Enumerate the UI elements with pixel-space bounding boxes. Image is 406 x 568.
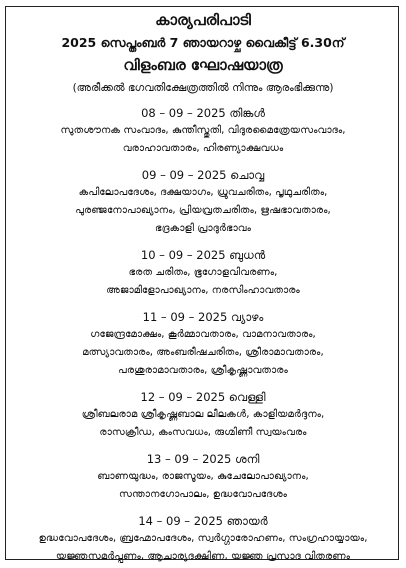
day-line: അജാമിളോപാഖ്യാനം, നരസിംഹാവതാരം	[106, 285, 300, 296]
day-line: ഗജേന്ദ്രമോക്ഷം, കൂർമ്മാവതാരം, വാമനാവതാരം,	[90, 329, 316, 340]
day-line: സന്താനഗോപാലം, ഉദ്ധവോപദേശം	[118, 489, 288, 500]
day-line: പുരഞ്ജനോപാഖ്യാനം, പ്രിയവ്രതചരിതം, ഋഷഭാവതാരം,	[75, 205, 331, 216]
day-line: കപിലോപദേശം, ദക്ഷയാഗം, ധ്രുവചരിതം, പൃഥുചരിതം,	[78, 187, 328, 198]
day-line: യജ്ഞസമർപ്പണം, ആചാര്യദക്ഷിണ, യജ്ഞ പ്രസാദ വിതരണം	[55, 551, 351, 562]
day-block-4	[8, 309, 398, 380]
day-line: ഉദ്ധവോപദേശം, ബ്രഹ്മോപദേശം, സ്വർഗ്ഗാരോഹണം, സംഗ്രഹായ്യായം,	[38, 533, 368, 544]
day-line: പരശുരാമാവതാരം, ശ്രീകൃഷ്ണാവതാരം	[118, 365, 288, 376]
day-block-1	[8, 105, 398, 158]
day-line: മത്സ്യാവതാരം, അംബരീഷചരിതം, ശ്രീരാമാവതാരം,	[82, 347, 324, 358]
day-line: വരാഹാവതാരം, ഹിരണ്യാക്ഷവധം	[122, 143, 284, 154]
day-header: 10 – 09 – 2025 ബുധൻ	[140, 248, 266, 262]
day-block-2	[8, 167, 398, 238]
day-block-3	[8, 247, 398, 300]
event-note: (അരീക്കൽ ഭഗവതിക്ഷേത്രത്തിൽ നിന്നും ആരംഭിക്കുന്നു)	[72, 82, 334, 94]
day-header: 14 – 09 – 2025 ഞായർ	[138, 514, 268, 528]
day-line: രാസക്രീഡ, കംസവധം, രുഗ്മിണീ സ്വയംവരം	[99, 427, 307, 438]
page-title: കാര്യപരിപാടി	[155, 11, 251, 29]
day-header: 09 – 09 – 2025 ചൊവ്വ	[141, 168, 265, 182]
day-header: 11 – 09 – 2025 വ്യാഴം	[142, 310, 264, 324]
day-line: സുതശൗനക സംവാദം, കുന്തീസ്തുതി, വിദുരമൈത്രേയസംവാദം,	[60, 125, 346, 136]
day-line: ഭരത ചരിതം, ഭൂഗോളവിവരണം,	[128, 267, 278, 278]
day-line: ഭദ്രകാളി പ്രാദുർഭാവം	[155, 223, 251, 234]
day-header: 13 – 09 – 2025 ശനി	[146, 452, 260, 466]
event-headline: വിളംബര ഘോഷയാത്ര	[123, 56, 283, 74]
programme-content	[8, 8, 398, 566]
day-block-6	[8, 451, 398, 504]
day-block-5	[8, 389, 398, 442]
day-line: ബാണയുദ്ധം, രാജസൂയം, കുചേലോപാഖ്യാനം,	[97, 471, 309, 482]
day-block-7	[8, 513, 398, 566]
day-line: ശ്രീബലരാമ ശ്രീകൃഷ്ണബാല ലീലകൾ, കാളിയമർദ്ദനം,	[81, 409, 325, 420]
day-header: 12 – 09 – 2025 വെള്ളി	[140, 390, 266, 404]
event-date-line: 2025 സെപ്തംബർ 7 ഞായറാഴ്ച വൈകീട്ട് 6.30ന്	[61, 35, 345, 50]
day-header: 08 – 09 – 2025 തിങ്കൾ	[141, 106, 265, 120]
